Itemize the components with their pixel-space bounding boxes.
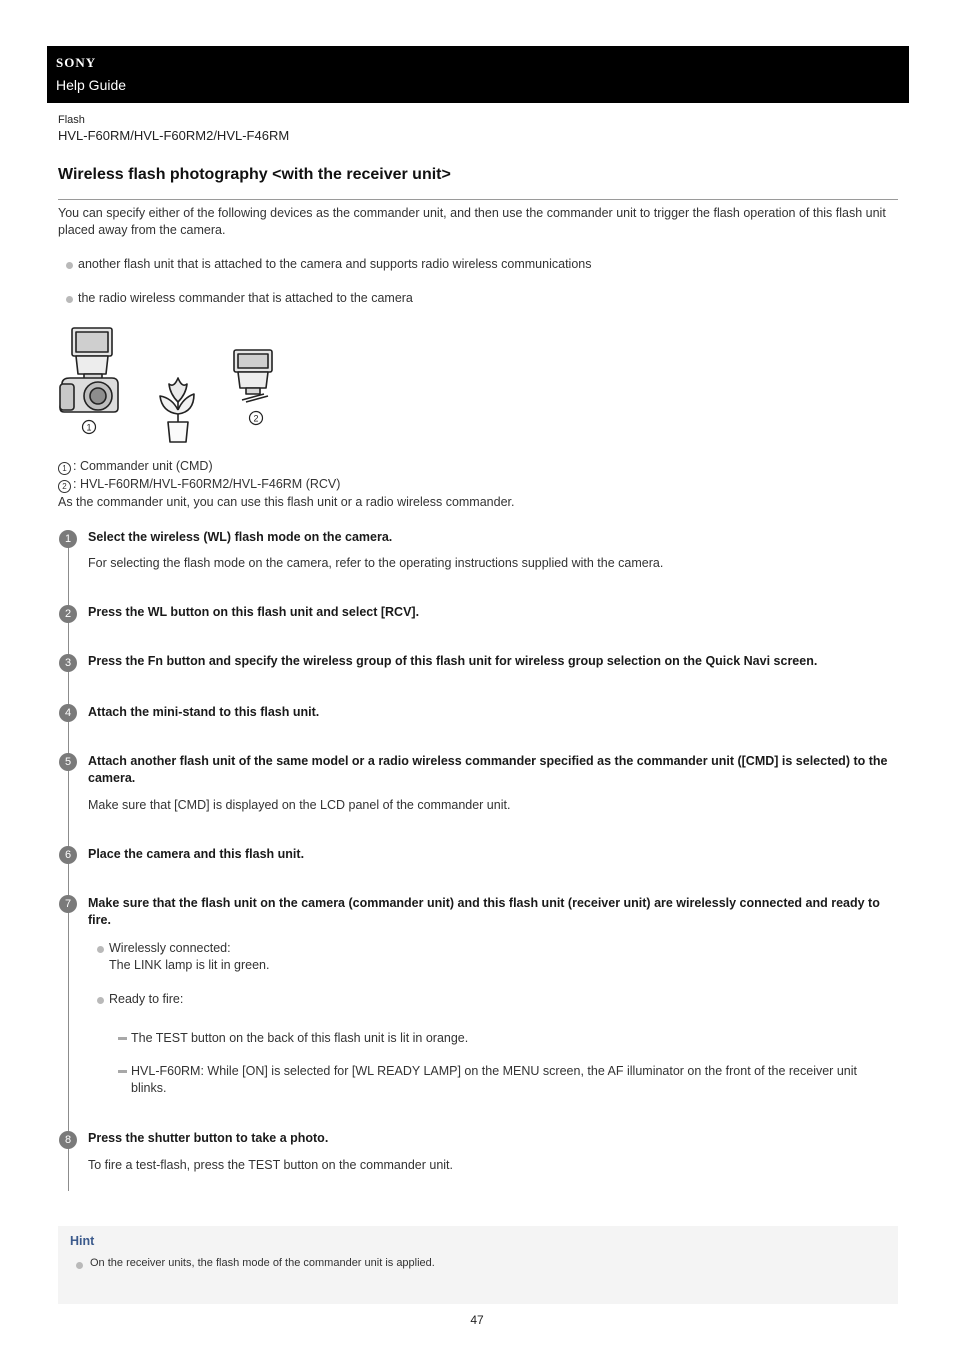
legend-item-commander: 1 : Commander unit (CMD) xyxy=(58,459,213,475)
bullet-icon xyxy=(97,946,104,953)
step-number-badge: 8 xyxy=(59,1131,77,1149)
step-number-badge: 4 xyxy=(59,704,77,722)
step-title: Press the Fn button and specify the wireless group of this flash unit for wireless group selection on the Quick Navi screen. xyxy=(88,654,818,668)
step-number-badge: 1 xyxy=(59,530,77,548)
receiver-flash-icon xyxy=(234,350,272,402)
bullet-icon xyxy=(66,296,73,303)
step-title: Attach the mini-stand to this flash unit. xyxy=(88,705,320,719)
hint-label: Hint xyxy=(70,1234,95,1248)
step-title: Press the shutter button to take a photo. xyxy=(88,1131,329,1145)
bullet-icon xyxy=(66,262,73,269)
dash-icon xyxy=(118,1070,127,1073)
step-body: Make sure that [CMD] is displayed on the LCD panel of the commander unit. xyxy=(88,798,511,812)
page-title: Wireless flash photography <with the receiver unit> xyxy=(58,166,451,183)
circled-two-icon: 2 xyxy=(58,480,71,493)
step-title: Press the WL button on this flash unit and select [RCV]. xyxy=(88,605,420,619)
title-divider xyxy=(58,199,898,200)
hint-box: Hint On the receiver units, the flash mode of the commander unit is applied. xyxy=(58,1226,898,1304)
step-number-badge: 3 xyxy=(59,654,77,672)
marker-two-label: 2 xyxy=(253,413,259,424)
header-bar xyxy=(47,46,909,103)
camera-with-flash-icon xyxy=(60,328,118,412)
step-title: Attach another flash unit of the same model or a radio wireless commander specified as the commander unit ([CMD] is selected) to the camera. xyxy=(88,754,888,785)
step-body: For selecting the flash mode on the camera, refer to the operating instructions supplied with the camera. xyxy=(88,556,664,570)
bullet-icon xyxy=(97,997,104,1004)
tulip-subject-icon xyxy=(160,378,194,442)
step-number-badge: 2 xyxy=(59,605,77,623)
page-number: 47 xyxy=(470,1313,484,1327)
step-title: Place the camera and this flash unit. xyxy=(88,847,305,861)
circled-two-marker xyxy=(250,412,263,425)
step-number-badge: 5 xyxy=(59,753,77,771)
dash-icon xyxy=(118,1037,127,1040)
legend-note: As the commander unit, you can use this flash unit or a radio wireless commander. xyxy=(58,495,515,509)
sony-logo: SONY xyxy=(56,55,97,70)
breadcrumb-category: Flash xyxy=(58,114,85,126)
marker-one-label: 1 xyxy=(86,422,92,433)
help-guide-label: Help Guide xyxy=(56,77,127,93)
breadcrumb-model: HVL-F60RM/HVL-F60RM2/HVL-F46RM xyxy=(58,128,290,143)
step-number-badge: 7 xyxy=(59,895,77,913)
step-title: Make sure that the flash unit on the camera (commander unit) and this flash unit (receiver unit) are wirelessly connected and ready to fire. xyxy=(88,896,880,927)
steps-timeline xyxy=(68,537,69,1191)
wireless-setup-illustration xyxy=(56,322,286,448)
legend-item-receiver: 2 : HVL-F60RM/HVL-F60RM2/HVL-F46RM (RCV) xyxy=(58,477,340,493)
step-title: Select the wireless (WL) flash mode on the camera. xyxy=(88,530,393,544)
circled-one-marker xyxy=(83,421,96,434)
circled-one-icon: 1 xyxy=(58,462,71,475)
intro-paragraph: You can specify either of the following devices as the commander unit, and then use the commander unit to trigger the flash operation of this flash unit placed away from the camera. xyxy=(58,206,886,237)
bullet-icon xyxy=(76,1262,83,1269)
step-number-badge: 6 xyxy=(59,846,77,864)
step-body: To fire a test-flash, press the TEST button on the commander unit. xyxy=(88,1158,454,1172)
